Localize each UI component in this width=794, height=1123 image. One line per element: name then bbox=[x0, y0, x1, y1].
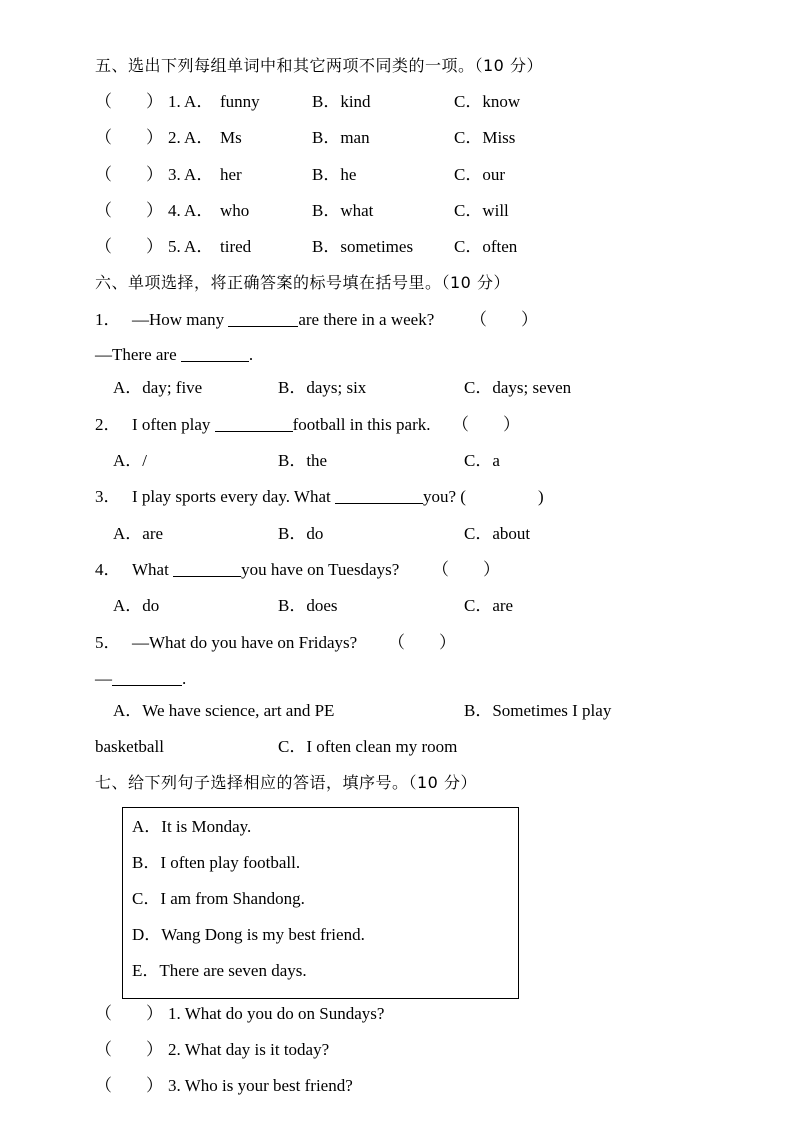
option-b: B．do bbox=[278, 524, 324, 543]
answer-option-b: B．I often play football. bbox=[132, 853, 301, 872]
reply-text: — bbox=[95, 669, 112, 688]
reply-text: —There are bbox=[95, 345, 181, 364]
answer-paren-close[interactable]: ) bbox=[538, 487, 544, 506]
option-a: A．day; five bbox=[113, 378, 203, 397]
answer-paren[interactable]: （ ） bbox=[95, 201, 163, 220]
answer-paren[interactable]: （ ） bbox=[95, 237, 163, 256]
option-c: C．know bbox=[454, 92, 521, 111]
option-a: who bbox=[220, 201, 250, 220]
question-4-text bbox=[132, 560, 399, 580]
answer-paren[interactable]: （ ） bbox=[95, 92, 163, 111]
option-a: funny bbox=[220, 92, 260, 111]
question-text: 1. What do you do on Sundays? bbox=[168, 1004, 385, 1023]
answer-blank[interactable] bbox=[112, 669, 182, 686]
question-text: What bbox=[132, 560, 174, 579]
reply-text: . bbox=[182, 669, 187, 688]
question-text: you have on Tuesdays? bbox=[241, 560, 400, 579]
option-c: C．often bbox=[454, 237, 518, 256]
answer-option-c: C．I am from Shandong. bbox=[132, 889, 305, 908]
answer-paren[interactable]: （ ） bbox=[470, 310, 538, 329]
option-b: B．does bbox=[278, 596, 338, 615]
answer-blank[interactable] bbox=[215, 415, 293, 432]
question-number: 4． bbox=[95, 560, 121, 579]
option-c: C．our bbox=[454, 165, 505, 184]
question-3-text bbox=[132, 487, 466, 507]
option-b: B．what bbox=[312, 201, 374, 220]
option-c: C．days; seven bbox=[464, 378, 572, 397]
answer-blank[interactable] bbox=[228, 310, 298, 327]
option-a: A．/ bbox=[113, 451, 147, 470]
question-text: football in this park. bbox=[292, 415, 431, 434]
option-b: B．Sometimes I play bbox=[464, 701, 612, 720]
option-c: C．I often clean my room bbox=[278, 737, 458, 756]
question-5-text: —What do you have on Fridays? bbox=[132, 633, 358, 652]
answer-blank[interactable] bbox=[173, 560, 241, 577]
option-a: A．We have science, art and PE bbox=[113, 701, 335, 720]
option-b: B．kind bbox=[312, 92, 371, 111]
option-a: Ms bbox=[220, 128, 242, 147]
answer-blank[interactable] bbox=[181, 345, 249, 362]
answer-option-d: D．Wang Dong is my best friend. bbox=[132, 925, 365, 944]
answer-paren[interactable]: （ ） bbox=[95, 1004, 163, 1023]
option-b: B．he bbox=[312, 165, 357, 184]
answer-paren[interactable]: （ ） bbox=[95, 128, 163, 147]
question-number: 2． bbox=[95, 415, 121, 434]
option-b: B．days; six bbox=[278, 378, 367, 397]
answer-paren[interactable]: （ ） bbox=[452, 415, 520, 434]
question-text: you? ( bbox=[423, 487, 466, 506]
option-c: C．will bbox=[454, 201, 509, 220]
answer-blank[interactable] bbox=[335, 487, 423, 504]
option-b: B．the bbox=[278, 451, 328, 470]
reply-text: . bbox=[248, 345, 254, 364]
question-text: 2. What day is it today? bbox=[168, 1040, 330, 1059]
question-text: 3. Who is your best friend? bbox=[168, 1076, 353, 1095]
answer-paren[interactable]: （ ） bbox=[95, 165, 163, 184]
item-number: 2. A． bbox=[168, 128, 214, 147]
answer-paren[interactable]: （ ） bbox=[95, 1040, 163, 1059]
item-number: 4. A． bbox=[168, 201, 214, 220]
answer-paren[interactable]: （ ） bbox=[432, 560, 500, 579]
option-a: A．do bbox=[113, 596, 160, 615]
question-number: 5． bbox=[95, 633, 121, 652]
answer-paren[interactable]: （ ） bbox=[95, 1076, 163, 1095]
option-b: B．man bbox=[312, 128, 370, 147]
question-number: 1． bbox=[95, 310, 121, 329]
question-text: I often play bbox=[132, 415, 215, 434]
question-5-reply bbox=[95, 669, 186, 689]
option-b-continued: basketball bbox=[95, 737, 164, 756]
answer-option-e: E．There are seven days. bbox=[132, 961, 307, 980]
item-number: 3. A． bbox=[168, 165, 214, 184]
option-c: C．a bbox=[464, 451, 500, 470]
item-number: 1. A． bbox=[168, 92, 214, 111]
answer-paren[interactable]: （ ） bbox=[388, 633, 456, 652]
option-c: C．Miss bbox=[454, 128, 516, 147]
option-c: C．are bbox=[464, 596, 514, 615]
question-1-reply bbox=[95, 345, 253, 365]
option-b: B．sometimes bbox=[312, 237, 414, 256]
option-a: tired bbox=[220, 237, 252, 256]
question-text: are there in a week? bbox=[298, 310, 435, 329]
question-text: I play sports every day. What bbox=[132, 487, 335, 506]
section-7-title: 七、给下列句子选择相应的答语，填序号。（10 分） bbox=[95, 773, 477, 792]
option-c: C．about bbox=[464, 524, 531, 543]
section-6-title: 六、单项选择，将正确答案的标号填在括号里。（10 分） bbox=[95, 273, 510, 292]
question-2-text bbox=[132, 415, 430, 435]
item-number: 5. A． bbox=[168, 237, 214, 256]
option-a: her bbox=[220, 165, 242, 184]
answer-options-box bbox=[122, 807, 519, 999]
section-5-title: 五、选出下列每组单词中和其它两项不同类的一项。（10 分） bbox=[95, 56, 543, 75]
question-text: —How many bbox=[132, 310, 229, 329]
question-number: 3． bbox=[95, 487, 121, 506]
answer-option-a: A．It is Monday. bbox=[132, 817, 252, 836]
option-a: A．are bbox=[113, 524, 164, 543]
question-1-text bbox=[132, 310, 434, 330]
